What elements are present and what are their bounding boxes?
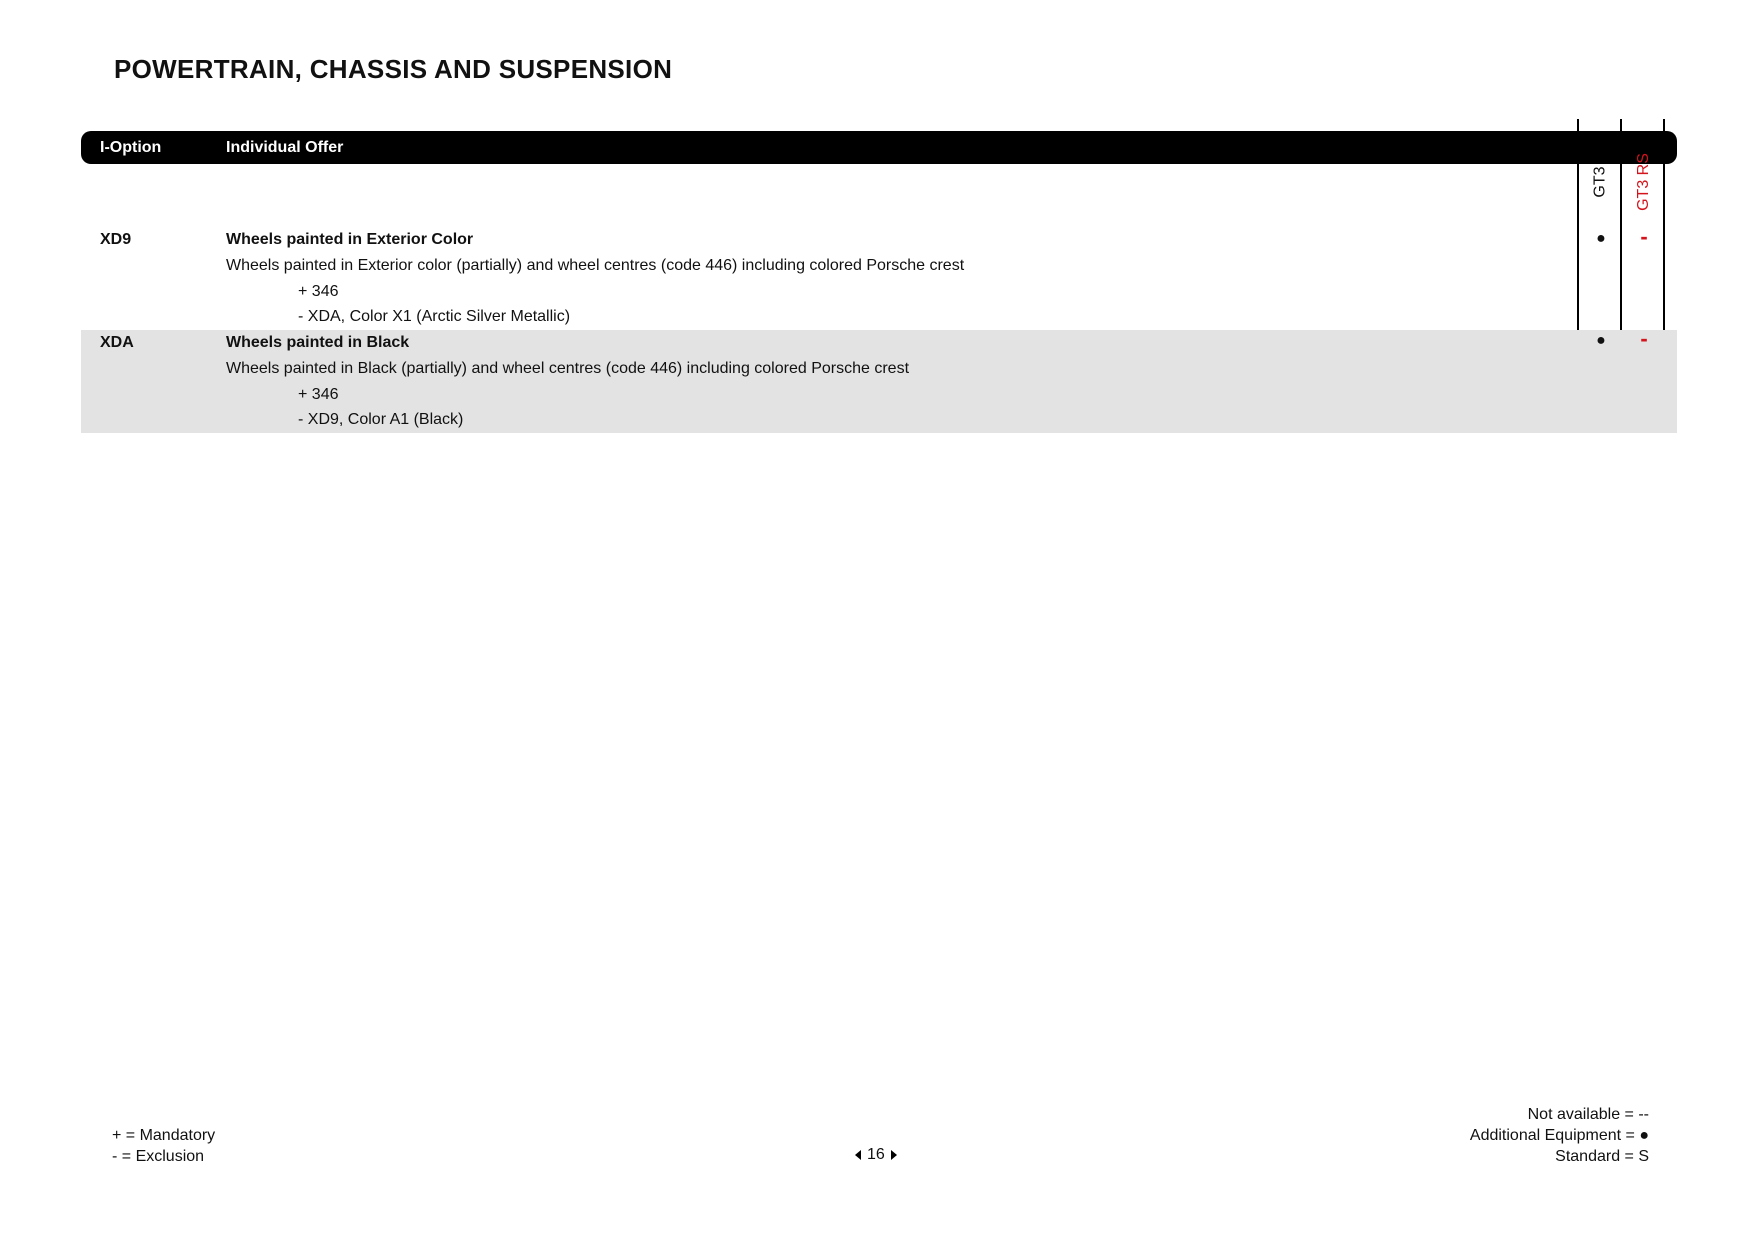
previous-page-icon[interactable] [855,1150,861,1160]
legend-not-available: Not available = -- [1527,1106,1649,1123]
availability-gt3: ● [1596,230,1606,247]
table-row [81,224,1677,330]
option-exclusion-rule: - XD9, Color A1 (Black) [298,411,464,428]
option-code: XD9 [100,231,132,248]
availability-gt3: ● [1596,332,1606,349]
legend-exclusion: - = Exclusion [112,1148,205,1165]
availability-gt3rs: - [1640,326,1648,351]
availability-gt3rs: - [1640,224,1648,249]
next-page-icon[interactable] [891,1150,897,1160]
option-description: Wheels painted in Exterior color (partially) and wheel centres (code 446) including colored Porsche crest [226,257,965,274]
option-mandatory-rule: + 346 [298,283,339,300]
page-number: 16 [867,1146,885,1163]
legend-additional-equipment: Additional Equipment = ● [1469,1127,1649,1144]
option-description: Wheels painted in Black (partially) and wheel centres (code 446) including colored Porsche crest [226,360,910,377]
legend-mandatory: + = Mandatory [112,1127,216,1144]
page-title: POWERTRAIN, CHASSIS AND SUSPENSION [114,54,673,84]
legend-standard: Standard = S [1555,1148,1649,1165]
option-mandatory-rule: + 346 [298,386,339,403]
model-header-gt3: GT3 [1592,166,1609,198]
option-code: XDA [100,334,134,351]
column-header-offer: Individual Offer [226,139,344,156]
table-row [81,326,1677,433]
pager [855,1146,897,1164]
model-header-gt3rs: GT3 RS [1635,153,1653,211]
option-title: Wheels painted in Exterior Color [226,231,474,248]
option-title: Wheels painted in Black [226,334,410,351]
option-exclusion-rule: - XDA, Color X1 (Arctic Silver Metallic) [298,308,571,325]
column-header-ioption: I-Option [100,139,162,156]
table-header [81,131,1677,164]
legend-left [112,1125,215,1167]
legend-right [1470,1104,1649,1167]
